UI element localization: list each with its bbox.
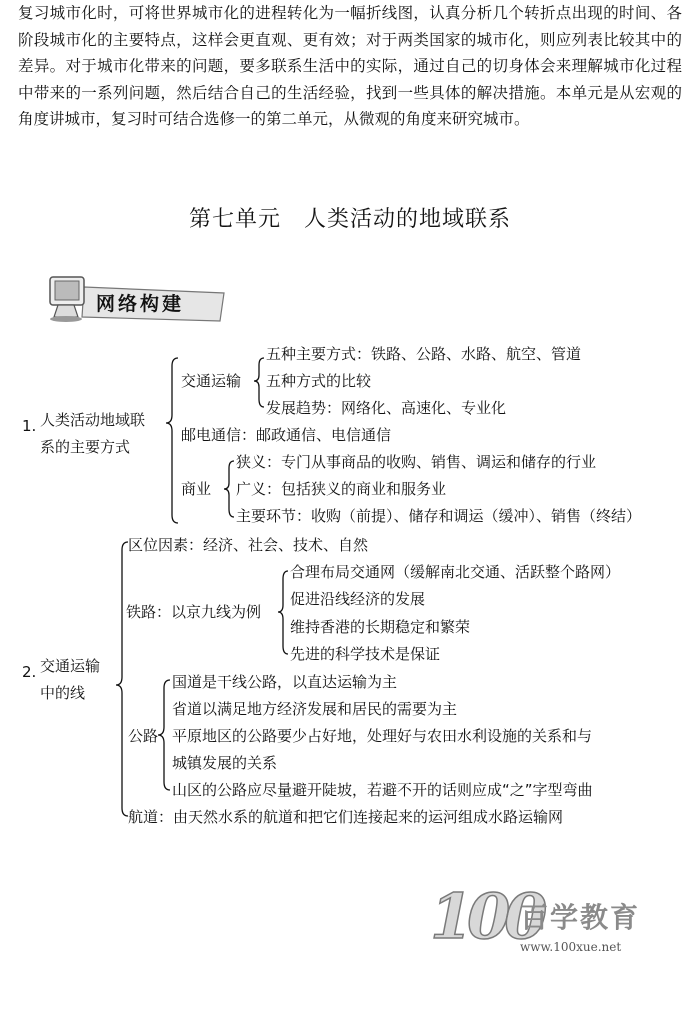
tree2-number: 2. <box>22 663 37 681</box>
transport-item: 五种方式的比较 <box>266 372 372 390</box>
highway-item: 城镇发展的关系 <box>172 754 278 772</box>
post-label: 邮电通信：邮政通信、电信通信 <box>181 426 392 444</box>
bracket-transport <box>254 358 264 407</box>
commerce-item: 狭义：专门从事商品的收购、销售、调运和储存的行业 <box>236 453 597 471</box>
highway-item: 省道以满足地方经济发展和居民的需要为主 <box>172 700 458 718</box>
railway-item: 维持香港的长期稳定和繁荣 <box>290 618 471 636</box>
commerce-item: 主要环节：收购（前提）、储存和调运（缓冲）、销售（终结） <box>236 507 642 525</box>
transport-label: 交通运输 <box>181 372 242 390</box>
unit-title: 第七单元 人类活动的地域联系 <box>188 207 511 232</box>
railway-label: 铁路：以京九线为例 <box>126 603 262 621</box>
tree1-root-line1: 人类活动地域联 <box>40 411 146 429</box>
waterway-label: 航道：由天然水系的航道和把它们连接起来的运河组成水路运输网 <box>128 808 564 826</box>
highway-item: 山区的公路应尽量避开陡坡，若避不开的话则应成“之”字型弯曲 <box>172 781 593 799</box>
railway-item: 先进的科学技术是保证 <box>290 645 441 663</box>
commerce-item: 广义：包括狭义的商业和服务业 <box>236 480 447 498</box>
logo-url: www.100xue.net <box>520 940 622 954</box>
transport-item: 五种主要方式：铁路、公路、水路、航空、管道 <box>266 345 582 363</box>
bracket-railway <box>278 571 288 654</box>
tree2-root-line1: 交通运输 <box>40 657 101 675</box>
logo-number: 100 <box>430 880 542 953</box>
tree2-root-line2: 中的线 <box>40 684 86 702</box>
highway-item: 国道是干线公路，以直达运输为主 <box>172 673 398 691</box>
highway-item: 平原地区的公路要少占好地，处理好与农田水利设施的关系和与 <box>172 727 593 745</box>
railway-item: 促进沿线经济的发展 <box>290 590 426 608</box>
tree1-number: 1. <box>22 417 37 435</box>
bracket-tree1-main <box>166 358 178 523</box>
transport-item: 发展趋势：网络化、高速化、专业化 <box>266 399 507 417</box>
section-title: 网络构建 <box>96 293 185 315</box>
highway-label: 公路 <box>128 727 159 745</box>
commerce-label: 商业 <box>181 480 212 498</box>
intro-paragraph: 复习城市化时，可将世界城市化的进程转化为一幅折线图，认真分析几个转折点出现的时间、各阶段城市化的主要特点，这样会更直观、更有效；对于两类国家的城市化，则应列表比较其中的差异。对于城市化带来的问题，要多联系生活中的实际，通过自己的切身体会来理解城市化过程中带来的一系列问题，然后结合自己的生活经验，找到一些具体的解决措施。本单元是从宏观的角度讲城市，复习时可结合选修一的第二单元，从微观的角度来研究城市。 <box>18 4 682 128</box>
logo-name: 百学教育 <box>520 901 641 934</box>
tree1-root-line2: 系的主要方式 <box>40 438 131 456</box>
bracket-highway <box>158 680 170 790</box>
railway-item: 合理布局交通网（缓解南北交通、活跃整个路网） <box>290 563 621 581</box>
bracket-tree2-main <box>116 542 128 816</box>
location-factors: 区位因素：经济、社会、技术、自然 <box>128 536 369 554</box>
bracket-commerce <box>224 461 234 517</box>
